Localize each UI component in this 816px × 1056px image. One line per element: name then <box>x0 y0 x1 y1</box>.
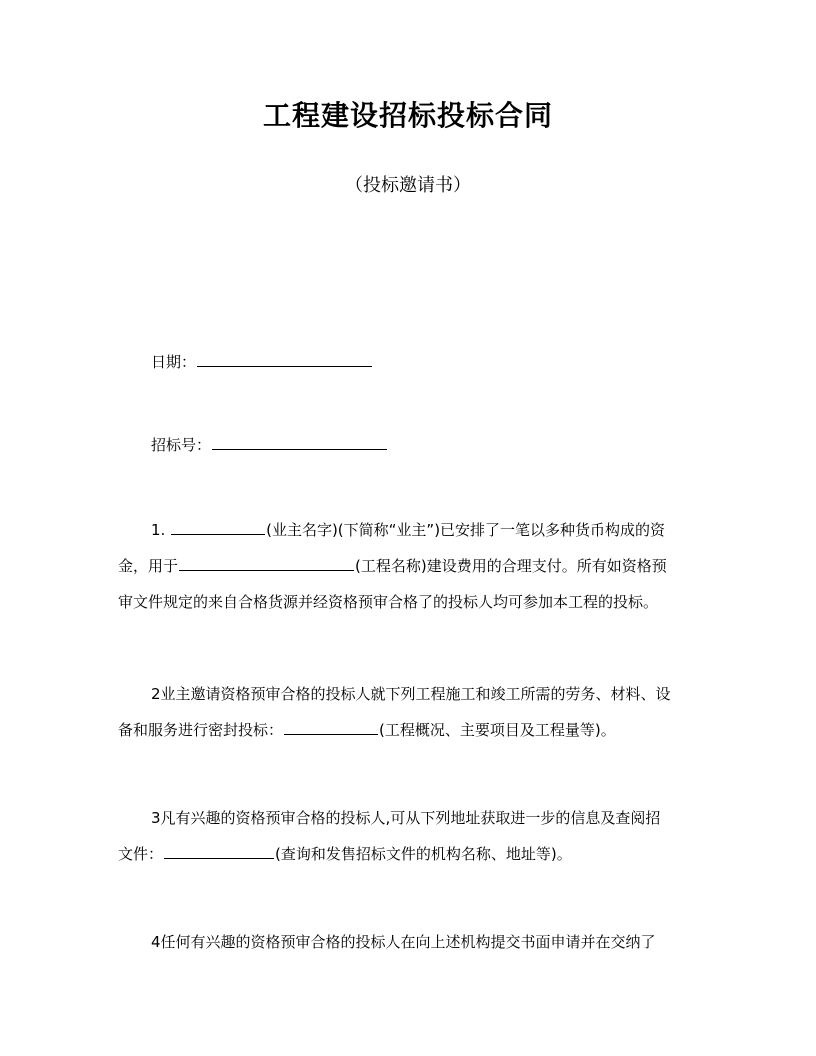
paragraph-3-line-2 <box>118 836 698 872</box>
paragraph-3-text-2a: 文件： <box>118 845 164 863</box>
bid-number-label: 招标号： <box>151 436 212 454</box>
paragraph-1-text-1: (业主名字)(下简称“业主”)已安排了一笔以多种货币构成的资 <box>266 521 666 539</box>
date-field <box>151 350 373 374</box>
project-name-blank <box>179 554 354 571</box>
document-title: 工程建设招标投标合同 <box>262 99 553 132</box>
date-label: 日期： <box>151 353 197 371</box>
paragraph-1-line-3: 审文件规定的来自合格货源并经资格预审合格了的投标人均可参加本工程的投标。 <box>118 593 659 611</box>
paragraph-1-line-2 <box>118 548 698 584</box>
inquiry-office-blank <box>164 842 274 859</box>
paragraph-2-line-2 <box>118 712 698 748</box>
paragraph-2-text-2a: 备和服务进行密封投标： <box>118 721 284 739</box>
paragraph-3-text-2b: (查询和发售招标文件的机构名称、地址等)。 <box>275 845 572 863</box>
paragraph-3-line-1: 3凡有兴趣的资格预审合格的投标人,可从下列地址获取进一步的信息及查阅招 <box>151 809 661 827</box>
paragraph-3 <box>118 800 698 872</box>
bid-number-field <box>151 433 388 457</box>
date-blank <box>197 350 372 367</box>
document-subtitle: （投标邀请书） <box>345 175 471 196</box>
paragraph-2-line-1: 2业主邀请资格预审合格的投标人就下列工程施工和竣工所需的劳务、材料、设 <box>151 685 671 703</box>
item-number: 1. <box>151 521 166 539</box>
paragraph-1-text-2a: 金，用于 <box>118 557 179 575</box>
paragraph-1-text-2b: (工程名称)建设费用的合理支付。所有如资格预 <box>355 557 667 575</box>
bid-number-blank <box>212 433 387 450</box>
paragraph-2-text-2b: (工程概况、主要项目及工程量等)。 <box>379 721 616 739</box>
project-overview-blank <box>284 718 378 735</box>
paragraph-2 <box>118 676 698 748</box>
paragraph-4-line-1: 4任何有兴趣的资格预审合格的投标人在向上述机构提交书面申请并在交纳了 <box>151 933 656 951</box>
owner-name-blank <box>171 518 265 535</box>
paragraph-1-line-1 <box>118 512 698 548</box>
paragraph-4 <box>118 924 698 960</box>
paragraph-1 <box>118 512 698 620</box>
